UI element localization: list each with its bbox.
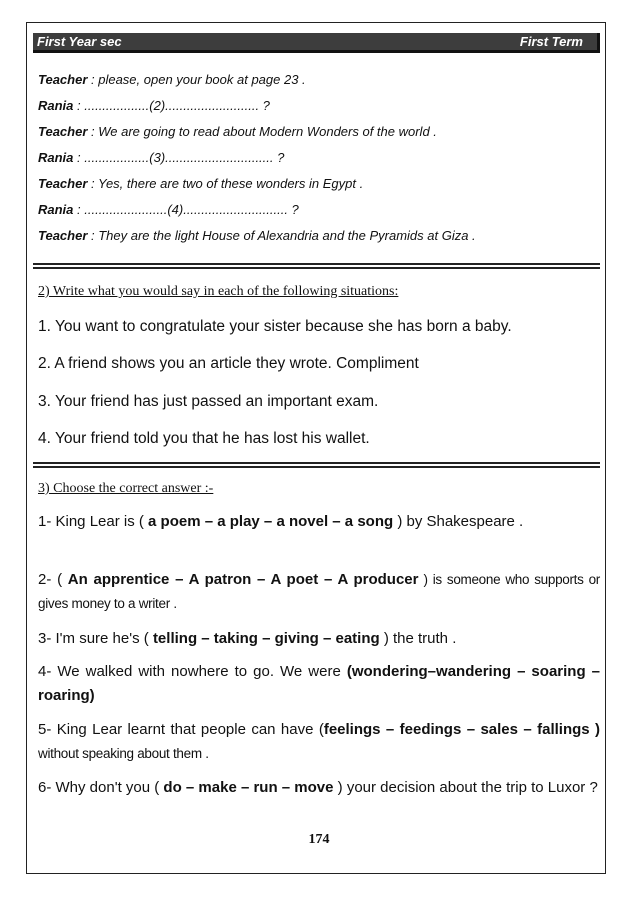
answer-options: a poem – a play – a novel – a song xyxy=(148,513,394,530)
speaker-name: Rania xyxy=(38,150,74,165)
situation-item: 4. Your friend told you that he has lost his wallet. xyxy=(38,430,370,447)
speaker-name: Teacher xyxy=(38,228,88,243)
question-text: ) is someone who supports or gives money to a writer . xyxy=(38,572,600,611)
question-text: 2- ( xyxy=(38,571,68,588)
question-text: without speaking about them . xyxy=(38,746,209,761)
question-3 xyxy=(38,627,600,651)
answer-options: (wondering–wandering – soaring – roaring) xyxy=(38,663,600,704)
answer-options: telling – taking – giving – eating xyxy=(152,630,380,647)
dialog-line xyxy=(38,96,598,122)
speaker-name: Rania xyxy=(38,202,74,217)
dialog-block xyxy=(38,70,598,252)
question-text: 6- Why don't you ( xyxy=(38,779,164,796)
section-divider xyxy=(33,263,600,269)
question-text: ) by Shakespeare . xyxy=(393,513,524,530)
answer-options: feelings – feedings – sales – fallings ) xyxy=(323,721,601,738)
dialog-line xyxy=(38,226,598,252)
question-6 xyxy=(38,776,600,800)
dialog-text: : They are the light House of Alexandria and the Pyramids at Giza . xyxy=(87,228,476,243)
question-2 xyxy=(38,568,600,616)
speaker-name: Teacher xyxy=(38,124,88,139)
situation-item: 2. A friend shows you an article they wrote. Compliment xyxy=(38,355,419,372)
answer-options: An apprentice – A patron – A poet – A producer xyxy=(67,571,419,588)
header-bar xyxy=(33,33,600,53)
dialog-text: : please, open your book at page 23 . xyxy=(87,72,306,87)
question-text: ) the truth . xyxy=(379,630,457,647)
section-divider xyxy=(33,462,600,468)
question-text: 5- King Lear learnt that people can have ( xyxy=(38,721,324,738)
header-term: First Term xyxy=(519,34,583,49)
question-1 xyxy=(38,510,600,534)
dialog-line xyxy=(38,122,598,148)
question-4 xyxy=(38,660,600,708)
page-number: 174 xyxy=(308,832,330,847)
situation-item: 3. Your friend has just passed an important exam. xyxy=(38,393,379,410)
dialog-text: : ..................(2).......................... ? xyxy=(73,98,270,113)
question-text: 4- We walked with nowhere to go. We were xyxy=(38,663,347,680)
answer-options: do – make – run – move xyxy=(163,779,334,796)
question-text: 3- I'm sure he's ( xyxy=(38,630,153,647)
dialog-line xyxy=(38,200,598,226)
dialog-text: : .......................(4)............................. ? xyxy=(73,202,299,217)
question-text: ) your decision about the trip to Luxor ? xyxy=(333,779,598,796)
question-text: 1- King Lear is ( xyxy=(38,513,149,530)
dialog-text: : Yes, there are two of these wonders in Egypt . xyxy=(87,176,364,191)
speaker-name: Rania xyxy=(38,98,74,113)
dialog-line xyxy=(38,148,598,174)
section2-title: 2) Write what you would say in each of the following situations: xyxy=(38,284,399,299)
situation-item: 1. You want to congratulate your sister because she has born a baby. xyxy=(38,318,512,335)
speaker-name: Teacher xyxy=(38,72,88,87)
dialog-text: : ..................(3).............................. ? xyxy=(73,150,285,165)
dialog-text: : We are going to read about Modern Wonders of the world . xyxy=(87,124,437,139)
speaker-name: Teacher xyxy=(38,176,88,191)
question-5 xyxy=(38,718,600,766)
dialog-line xyxy=(38,70,598,96)
section3-title: 3) Choose the correct answer :- xyxy=(38,481,214,496)
header-year: First Year sec xyxy=(37,34,122,49)
dialog-line xyxy=(38,174,598,200)
